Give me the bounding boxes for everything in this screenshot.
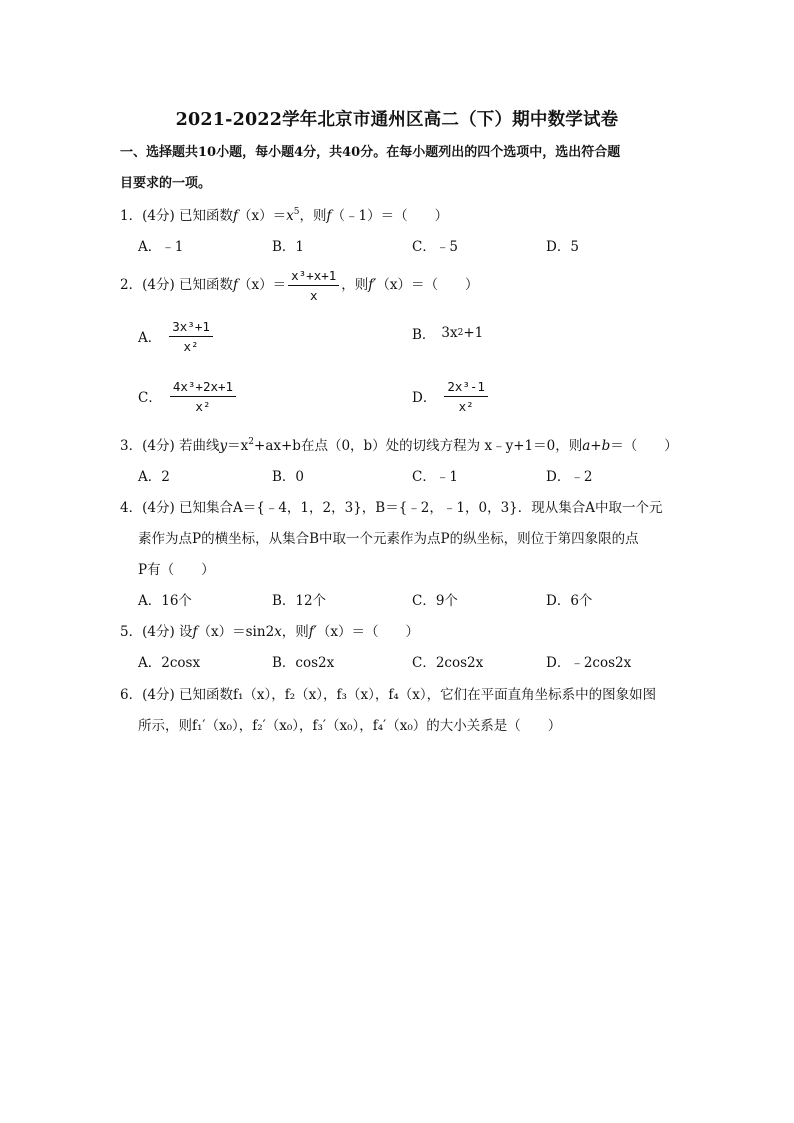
question-4-options <box>138 591 678 611</box>
question-5-options <box>138 653 678 673</box>
question-6 <box>120 680 685 742</box>
q5-option-b[interactable]: B．cos2x <box>272 655 335 671</box>
q1-option-d[interactable]: D．5 <box>546 239 579 255</box>
q4-option-c[interactable]: C．9个 <box>412 593 458 609</box>
q1-option-a[interactable]: A．﹣1 <box>138 239 184 255</box>
section-line-1: 一、选择题共10小题，每小题4分，共40分。在每小题列出的四个选项中，选出符合题 <box>120 145 621 160</box>
question-3-options <box>138 467 678 487</box>
q6-line-1: 6．(4分) 已知函数f₁（x），f₂（x），f₃（x），f₄（x），它们在平面直角坐标系中的图象如图 <box>120 687 657 703</box>
q3-option-a[interactable]: A．2 <box>138 469 170 485</box>
page-title: 2021-2022学年北京市通州区高二（下）期中数学试卷 <box>175 110 619 130</box>
q5-option-c[interactable]: C．2cos2x <box>412 655 484 671</box>
q2-option-c[interactable]: C． $\frac{\text{4x³+2x+1}}{\text{x²}}$ <box>138 374 238 418</box>
q3-option-d[interactable]: D．﹣2 <box>546 469 593 485</box>
q5-option-d[interactable]: D．﹣2cos2x <box>546 655 632 671</box>
q4-option-a[interactable]: A．16个 <box>138 593 192 609</box>
q4-line-2: 素作为点P的横坐标，从集合B中取一个元素作为点P的纵坐标，则位于第四象限的点 <box>138 531 639 547</box>
q5-option-a[interactable]: A．2cosx <box>138 655 201 671</box>
q4-line-3: P有（ ） <box>138 562 215 578</box>
question-4 <box>120 493 685 586</box>
q4-option-b[interactable]: B．12个 <box>272 593 327 609</box>
section-instructions <box>120 137 680 199</box>
q2-fraction: $\frac{\text{x³+x+1}}{x}$ <box>288 267 339 304</box>
q4-line-1: 4．(4分) 已知集合A＝{﹣4，1，2，3}，B＝{﹣2，﹣1，0，3}．现从集合A中取一个元 <box>120 500 663 516</box>
q2-option-a[interactable]: A． $\frac{\text{3x³+1}}{\text{x²}}$ <box>138 314 215 358</box>
q1-option-c[interactable]: C．﹣5 <box>412 239 458 255</box>
q3-option-b[interactable]: B．0 <box>272 469 305 485</box>
q3-option-c[interactable]: C．﹣1 <box>412 469 458 485</box>
question-5: 5．(4分) 设f（x）＝sin2x，则f′（x）＝（ ） <box>120 624 419 640</box>
question-1: 1．(4分) 已知函数$f(x)=x^5$，则f（﹣1）＝（ ） <box>120 207 449 224</box>
q1-option-b[interactable]: B．1 <box>272 239 305 255</box>
q2-option-b[interactable]: B． 3x 2 +1 <box>412 325 484 343</box>
question-3: 3．(4分) 若曲线$y=x^2+ax+b$在点（0，b）处的切线方程为 x﹣y+1＝0，则a+b＝（ ） <box>120 437 678 454</box>
section-line-2: 目要求的一项。 <box>120 176 212 191</box>
q6-line-2: 所示，则f₁′（x₀），f₂′（x₀），f₃′（x₀），f₄′（x₀）的大小关系是（ ） <box>138 718 562 734</box>
q2-option-d[interactable]: D． $\frac{\text{2x³-1}}{\text{x²}}$ <box>412 374 490 418</box>
question-2: 2．(4分) 已知函数 f （x）＝ $\frac{\text{x³+x+1}}{x}$ ，则 f′ （x）＝（ ） <box>120 267 479 303</box>
q4-option-d[interactable]: D．6个 <box>546 593 593 609</box>
question-1-options <box>138 237 678 257</box>
